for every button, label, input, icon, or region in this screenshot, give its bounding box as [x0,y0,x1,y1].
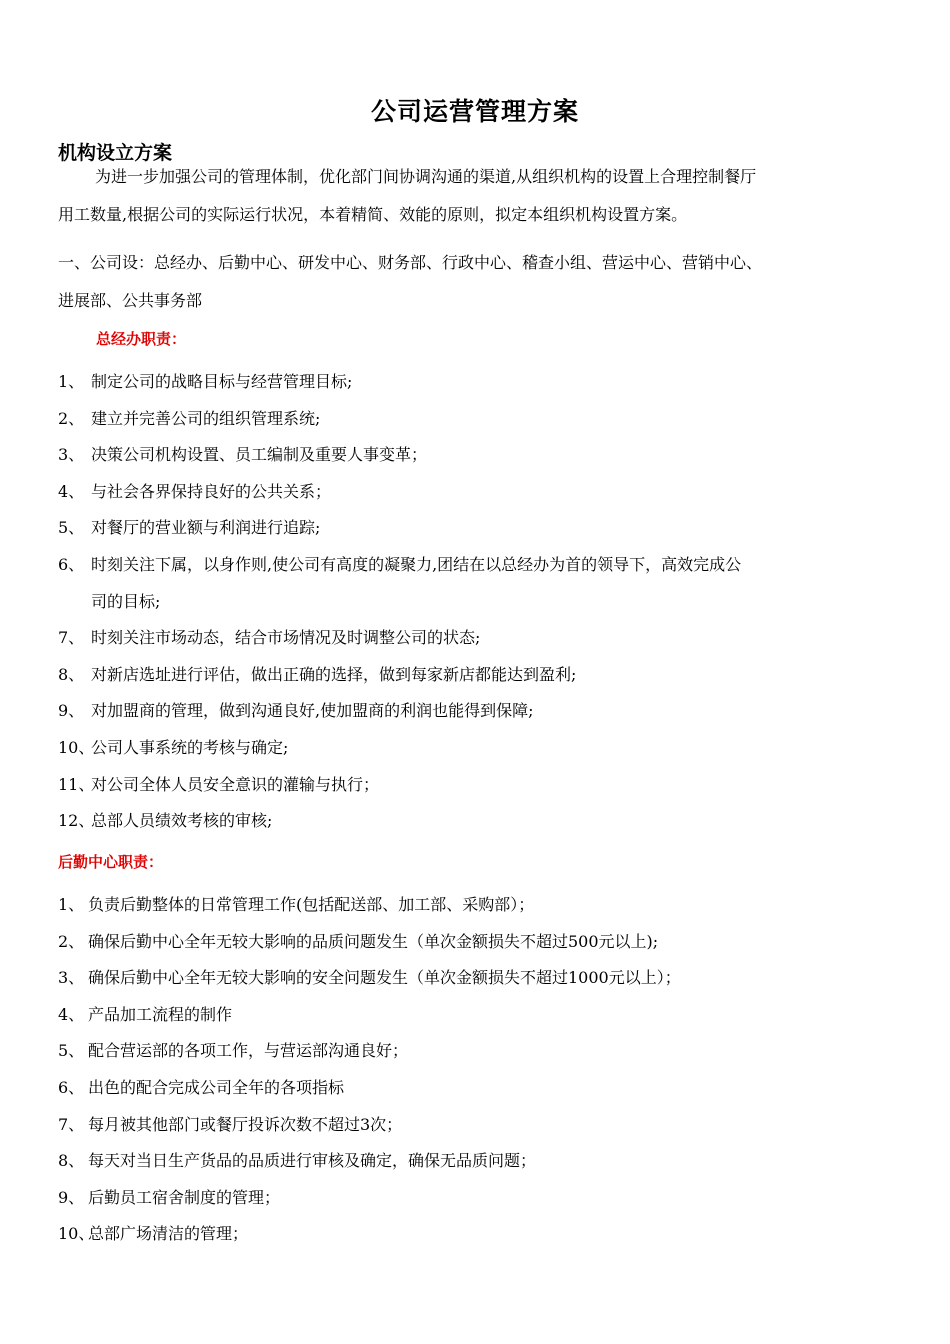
list-item [58,657,918,694]
list-item [58,1033,918,1070]
list-item [58,364,918,401]
item-number: 12、 [58,811,95,831]
list-item [58,547,918,620]
item-text [91,547,918,620]
list-item [58,924,918,961]
item-text: 对新店选址进行评估，做出正确的选择，做到每家新店都能达到盈利; [91,664,577,684]
logistics-heading: 后勤中心职责： [58,853,164,871]
list-item [58,474,918,511]
item-text: 后勤员工宿舍制度的管理； [88,1187,281,1207]
intro-line-1: 为进一步加强公司的管理体制，优化部门间协调沟通的渠道,从组织机构的设置上合理控制餐厅 [95,167,757,186]
item-number: 8、 [58,1151,85,1171]
item-number: 9、 [58,701,85,721]
gm-office-duties-list [58,364,918,840]
item-text: 每月被其他部门或餐厅投诉次数不超过3次； [88,1114,403,1134]
list-item [58,887,918,924]
item-number: 1、 [58,895,85,914]
item-text: 对公司全体人员安全意识的灌输与执行； [91,774,380,794]
item-text: 决策公司机构设置、员工编制及重要人事变革； [91,445,428,465]
item-number: 6、 [58,554,85,574]
item-number: 4、 [58,481,85,501]
item-number: 9、 [58,1187,85,1207]
item-number: 2、 [58,408,85,428]
item-text: 产品加工流程的制作 [88,1004,233,1024]
list-item [58,1143,918,1180]
list-item [58,1107,918,1144]
document-title: 公司运营管理方案 [370,97,579,126]
item-text: 每天对当日生产货品的品质进行审核及确定，确保无品质问题； [88,1151,537,1171]
item-number: 6、 [58,1077,85,1097]
item-text: 对餐厅的营业额与利润进行追踪; [91,518,321,538]
list-item [58,693,918,730]
item-number: 5、 [58,518,85,538]
item-text: 对加盟商的管理，做到沟通良好,使加盟商的利润也能得到保障; [91,701,534,721]
item-number: 2、 [58,931,85,951]
intro-paragraph [58,158,908,234]
gm-office-heading: 总经办职责： [96,330,187,348]
item-number: 7、 [58,1114,85,1134]
departments-paragraph [58,244,908,320]
item-text: 公司人事系统的考核与确定; [91,737,289,757]
item-text: 负责后勤整体的日常管理工作(包括配送部、加工部、采购部）； [88,895,535,914]
item-text: 确保后勤中心全年无较大影响的品质问题发生（单次金额损失不超过500元以上); [88,931,659,951]
list-item [58,960,918,997]
list-item [58,730,918,767]
item-text: 总部人员绩效考核的审核; [91,811,273,831]
item-text: 出色的配合完成公司全年的各项指标 [88,1077,345,1097]
item-text: 制定公司的战略目标与经营管理目标; [91,372,353,391]
departments-line-1: 一、公司设：总经办、后勤中心、研发中心、财务部、行政中心、稽查小组、营运中心、营销中心、 [58,253,763,272]
list-item [58,1180,918,1217]
list-item [58,997,918,1034]
item-number: 1、 [58,372,85,391]
item-text: 时刻关注市场动态，结合市场情况及时调整公司的状态; [91,628,481,648]
item-number: 5、 [58,1041,85,1061]
logistics-duties-list [58,887,918,1253]
intro-line-2: 用工数量,根据公司的实际运行状况，本着精简、效能的原则，拟定本组织机构设置方案。 [58,205,688,224]
departments-line-2: 进展部、公共事务部 [58,291,203,310]
item-number: 10、 [58,1224,95,1244]
list-item [58,510,918,547]
item-number: 3、 [58,445,85,465]
list-item [58,620,918,657]
item-text: 总部广场清洁的管理； [88,1224,249,1244]
item-text: 与社会各界保持良好的公共关系； [91,481,332,501]
item-number: 7、 [58,628,85,648]
list-item [58,803,918,840]
list-item [58,767,918,804]
list-item [58,1070,918,1107]
item-text-line-1: 时刻关注下属，以身作则,使公司有高度的凝聚力,团结在以总经办为首的领导下，高效完成公 [91,554,742,574]
list-item [58,401,918,438]
item-text: 建立并完善公司的组织管理系统; [91,408,321,428]
item-number: 10、 [58,737,95,757]
item-number: 8、 [58,664,85,684]
item-text-line-2: 司的目标; [91,591,161,611]
item-text: 配合营运部的各项工作，与营运部沟通良好； [88,1041,409,1061]
list-item [58,437,918,474]
list-item [58,1216,918,1253]
section-heading: 机构设立方案 [58,142,173,164]
item-number: 4、 [58,1004,85,1024]
item-number: 3、 [58,968,85,988]
item-text: 确保后勤中心全年无较大影响的安全问题发生（单次金额损失不超过1000元以上）； [88,968,681,988]
item-number: 11、 [58,774,95,794]
